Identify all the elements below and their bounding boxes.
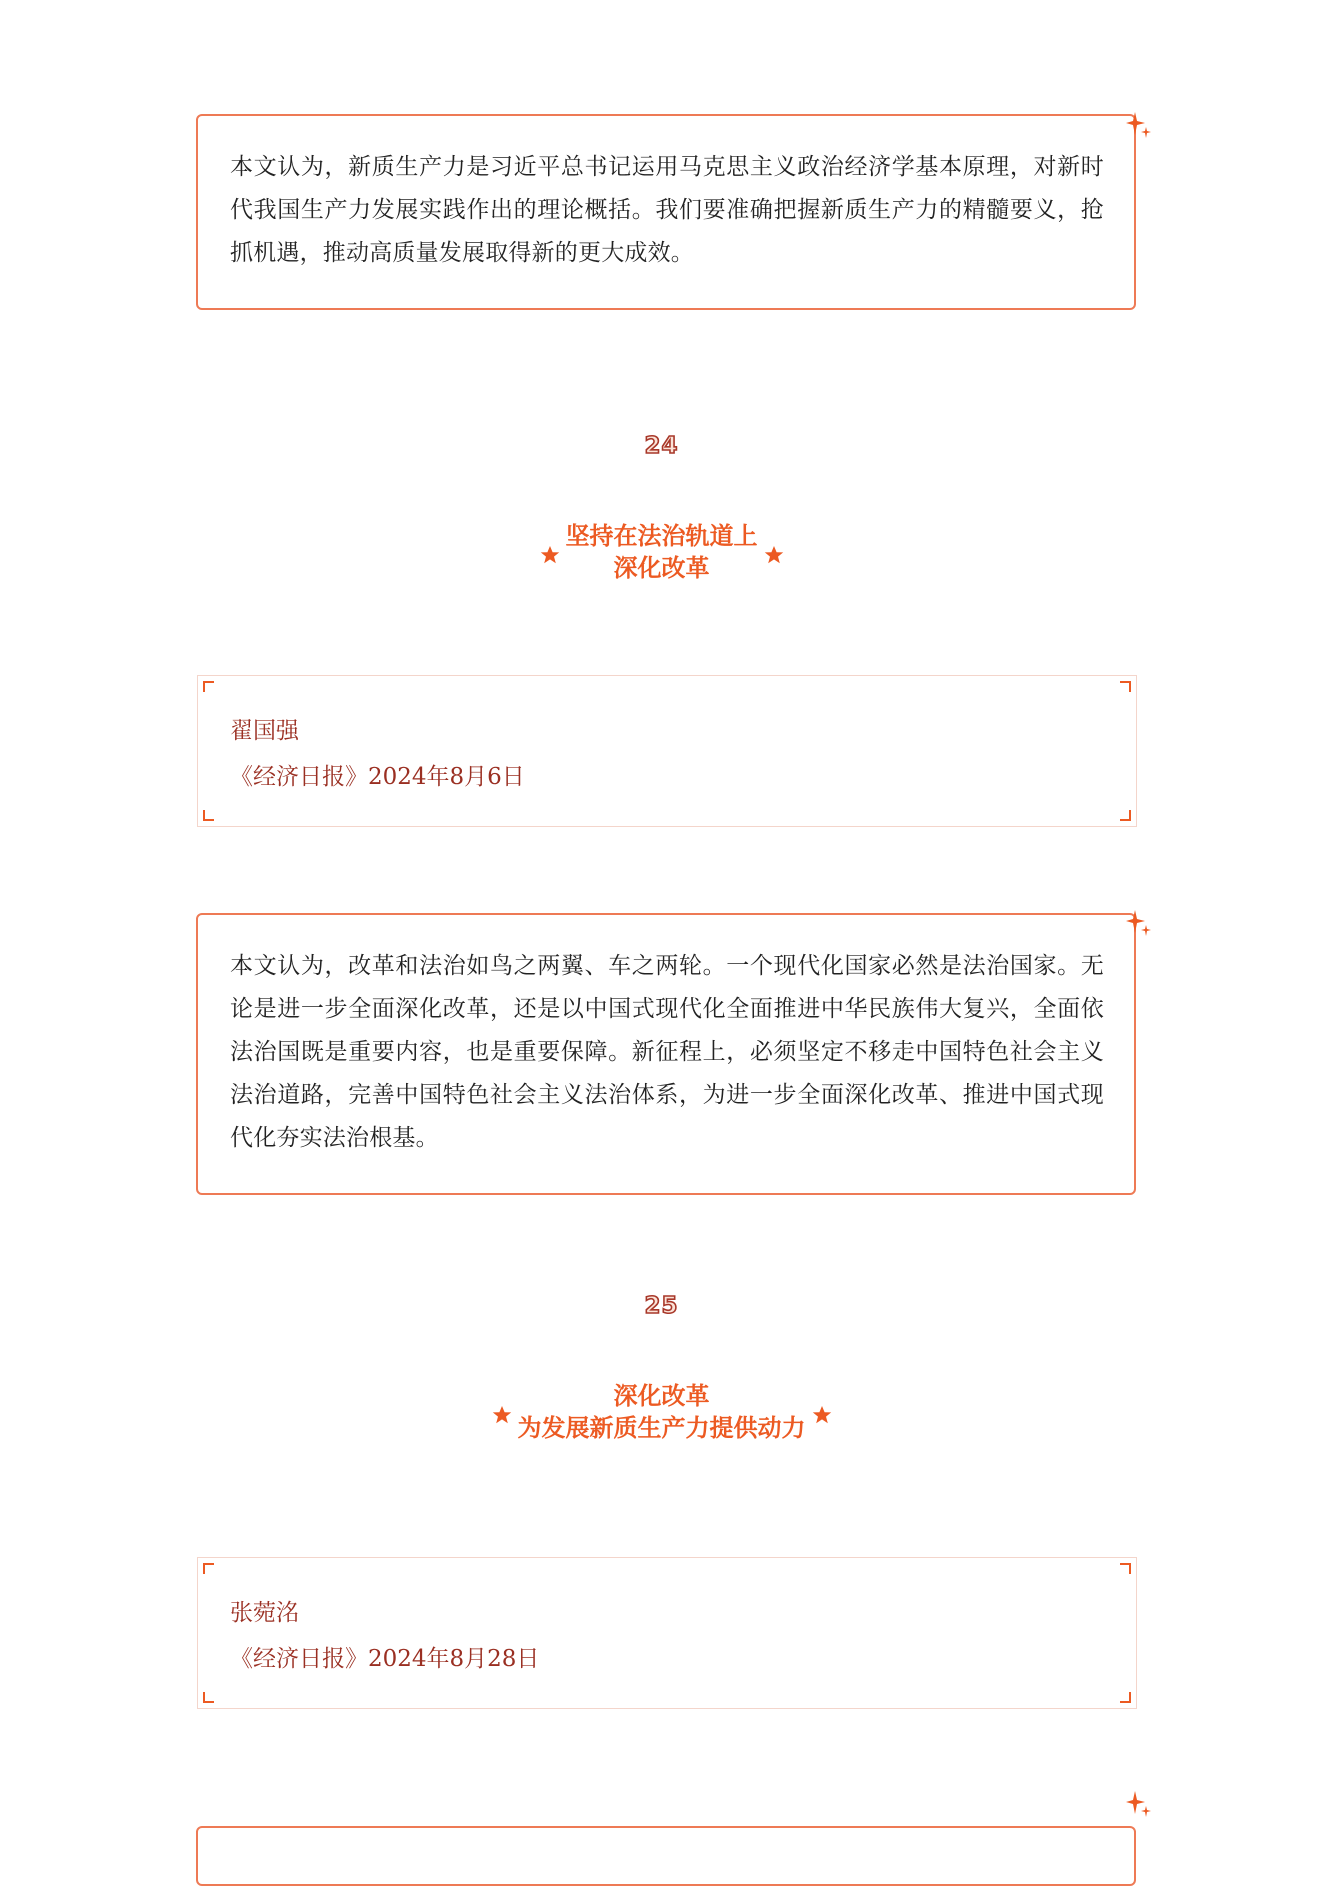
corner-bracket-icon [203,1563,215,1575]
star-icon [812,1405,832,1425]
sparkle-icon [1126,909,1152,939]
section-title [0,1380,1323,1444]
corner-bracket-icon [203,1691,215,1703]
sparkle-icon [1126,1790,1152,1820]
sparkle-icon [1126,111,1152,141]
article-author: 张菀洺 [230,1600,299,1626]
corner-bracket-icon [1119,1691,1131,1703]
corner-bracket-icon [203,681,215,693]
star-icon [764,545,784,565]
star-icon [492,1405,512,1425]
article-info-box [197,1557,1137,1709]
summary-box [196,114,1136,310]
corner-bracket-icon [203,809,215,821]
summary-text: 本文认为，新质生产力是习近平总书记运用马克思主义政治经济学基本原理，对新时代我国生产力发展实践作出的理论概括。我们要准确把握新质生产力的精髓要义，抢抓机遇，推动高质量发展取得新的更大成效。 [230,154,1104,266]
section-number: 25 [644,1293,679,1319]
corner-bracket-icon [1119,809,1131,821]
summary-box [196,1826,1136,1886]
summary-text: 本文认为，改革和法治如鸟之两翼、车之两轮。一个现代化国家必然是法治国家。无论是进一步全面深化改革，还是以中国式现代化全面推进中华民族伟大复兴，全面依法治国既是重要内容，也是重要保障。新征程上，必须坚定不移走中国特色社会主义法治道路，完善中国特色社会主义法治体系，为进一步全面深化改革、推进中国式现代化夯实法治根基。 [230,953,1104,1151]
corner-bracket-icon [1119,681,1131,693]
section-number: 24 [644,433,679,459]
section-title-line2: 为发展新质生产力提供动力 [517,1414,806,1442]
summary-box [196,913,1136,1195]
corner-bracket-icon [1119,1563,1131,1575]
star-icon [540,545,560,565]
section-title-line1: 坚持在法治轨道上 [565,522,758,550]
section-title-line1: 深化改革 [613,1382,710,1410]
section-title-line2: 深化改革 [613,554,710,582]
article-info-box [197,675,1137,827]
article-source: 《经济日报》2024年8月6日 [230,764,525,790]
section-title [0,520,1323,584]
article-author: 翟国强 [230,718,299,744]
article-source: 《经济日报》2024年8月28日 [230,1646,540,1672]
